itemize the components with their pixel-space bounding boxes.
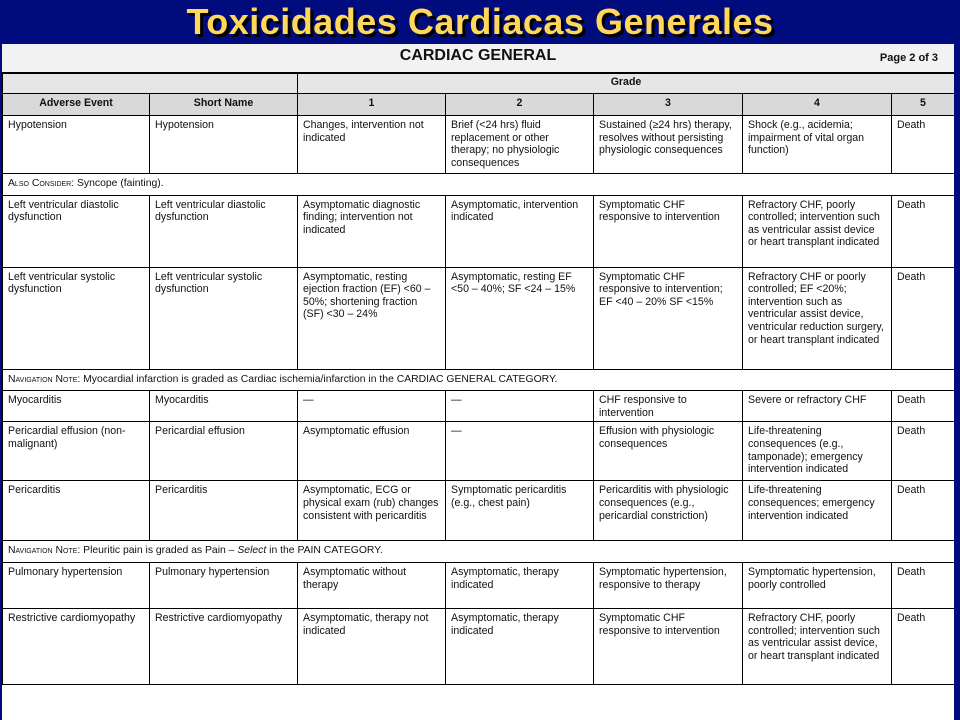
grade-5-cell: Death bbox=[892, 391, 955, 422]
grade-1-cell: Asymptomatic, resting ejection fraction (EF) <60 – 50%; shortening fraction (SF) <30 – 24% bbox=[298, 267, 446, 369]
grade-header: Grade bbox=[298, 74, 955, 94]
navigation-note bbox=[3, 369, 955, 391]
grade-5-cell: Death bbox=[892, 608, 955, 684]
table-row bbox=[3, 422, 955, 481]
grade-2-cell: Asymptomatic, intervention indicated bbox=[446, 195, 594, 267]
grade-5-cell: Death bbox=[892, 267, 955, 369]
column-header-row bbox=[3, 94, 955, 116]
table-row bbox=[3, 391, 955, 422]
adverse-event-cell: Left ventricular diastolic dysfunction bbox=[3, 195, 150, 267]
grade-1-cell: Changes, intervention not indicated bbox=[298, 116, 446, 174]
grade-3-cell: Symptomatic CHF responsive to intervention bbox=[594, 608, 743, 684]
grade-5-cell: Death bbox=[892, 562, 955, 608]
adverse-event-cell: Pericardial effusion (non-malignant) bbox=[3, 422, 150, 481]
grade-4-cell: Life-threatening consequences (e.g., tamponade); emergency intervention indicated bbox=[743, 422, 892, 481]
col-header-short-name: Short Name bbox=[150, 94, 298, 116]
grade-1-cell: Asymptomatic effusion bbox=[298, 422, 446, 481]
grade-3-cell: Symptomatic hypertension, responsive to therapy bbox=[594, 562, 743, 608]
col-header-grade-4: 4 bbox=[743, 94, 892, 116]
grade-2-cell: Brief (<24 hrs) fluid replacement or other therapy; no physiologic consequences bbox=[446, 116, 594, 174]
grade-2-cell: — bbox=[446, 422, 594, 481]
grade-4-cell: Shock (e.g., acidemia; impairment of vital organ function) bbox=[743, 116, 892, 174]
header-blank bbox=[3, 74, 298, 94]
document-title: CARDIAC GENERAL bbox=[399, 47, 557, 64]
page-indicator: Page 2 of 3 bbox=[879, 52, 938, 64]
col-header-grade-5: 5 bbox=[892, 94, 955, 116]
grade-5-cell: Death bbox=[892, 481, 955, 541]
table-row bbox=[3, 267, 955, 369]
col-header-grade-1: 1 bbox=[298, 94, 446, 116]
short-name-cell: Pericardial effusion bbox=[150, 422, 298, 481]
grade-2-cell: Asymptomatic, resting EF <50 – 40%; SF <24 – 15% bbox=[446, 267, 594, 369]
grade-5-cell: Death bbox=[892, 195, 955, 267]
grade-1-cell: Asymptomatic diagnostic finding; intervention not indicated bbox=[298, 195, 446, 267]
navigation-note-label: Navigation Note: bbox=[8, 545, 81, 557]
grade-4-cell: Refractory CHF, poorly controlled; intervention such as ventricular assist device, or heart transplant indicated bbox=[743, 608, 892, 684]
adverse-event-cell: Restrictive cardiomyopathy bbox=[3, 608, 150, 684]
adverse-event-cell: Pericarditis bbox=[3, 481, 150, 541]
short-name-cell: Left ventricular systolic dysfunction bbox=[150, 267, 298, 369]
navigation-note bbox=[3, 541, 955, 563]
navigation-note-text: Myocardial infarction is graded as Cardiac ischemia/infarction in the CARDIAC GENERAL CATEGORY. bbox=[80, 373, 558, 385]
col-header-grade-3: 3 bbox=[594, 94, 743, 116]
grade-1-cell: Asymptomatic without therapy bbox=[298, 562, 446, 608]
table-row bbox=[3, 481, 955, 541]
also-consider-text: Syncope (fainting). bbox=[74, 178, 164, 189]
table-row bbox=[3, 195, 955, 267]
adverse-event-cell: Pulmonary hypertension bbox=[3, 562, 150, 608]
navigation-note-label: Navigation Note: bbox=[8, 373, 81, 385]
grade-3-cell: Sustained (≥24 hrs) therapy, resolves without persisting physiologic consequences bbox=[594, 116, 743, 174]
table-row bbox=[3, 608, 955, 684]
grade-3-cell: Effusion with physiologic consequences bbox=[594, 422, 743, 481]
navigation-note-text: Pleuritic pain is graded as Pain – bbox=[80, 545, 238, 557]
short-name-cell: Myocarditis bbox=[150, 391, 298, 422]
also-consider-row bbox=[3, 174, 955, 196]
grade-2-cell: Asymptomatic, therapy indicated bbox=[446, 562, 594, 608]
adverse-event-cell: Hypotension bbox=[3, 116, 150, 174]
short-name-cell: Pericarditis bbox=[150, 481, 298, 541]
navigation-note-row bbox=[3, 369, 955, 391]
grade-3-cell: Symptomatic CHF responsive to intervention bbox=[594, 195, 743, 267]
table-row bbox=[3, 116, 955, 174]
also-consider-label: Also Consider: bbox=[8, 178, 75, 189]
navigation-note-row bbox=[3, 541, 955, 563]
grade-4-cell: Severe or refractory CHF bbox=[743, 391, 892, 422]
grade-5-cell: Death bbox=[892, 422, 955, 481]
navigation-note-select: Select bbox=[237, 545, 267, 557]
grade-3-cell: Symptomatic CHF responsive to intervention; EF <40 – 20% SF <15% bbox=[594, 267, 743, 369]
grade-2-cell: — bbox=[446, 391, 594, 422]
grade-2-cell: Symptomatic pericarditis (e.g., chest pain) bbox=[446, 481, 594, 541]
grade-1-cell: Asymptomatic, therapy not indicated bbox=[298, 608, 446, 684]
grade-5-cell: Death bbox=[892, 116, 955, 174]
col-header-adverse-event: Adverse Event bbox=[3, 94, 150, 116]
grade-header-row bbox=[3, 74, 955, 94]
slide-title: Toxicidades Cardiacas Generales bbox=[186, 1, 774, 42]
short-name-cell: Hypotension bbox=[150, 116, 298, 174]
grade-2-cell: Asymptomatic, therapy indicated bbox=[446, 608, 594, 684]
toxicity-grade-table bbox=[2, 73, 954, 685]
document-header bbox=[2, 44, 954, 73]
table-row bbox=[3, 562, 955, 608]
grade-1-cell: — bbox=[298, 391, 446, 422]
grade-3-cell: Pericarditis with physiologic consequences (e.g., pericardial constriction) bbox=[594, 481, 743, 541]
grade-3-cell: CHF responsive to intervention bbox=[594, 391, 743, 422]
grade-4-cell: Life-threatening consequences; emergency intervention indicated bbox=[743, 481, 892, 541]
grade-4-cell: Symptomatic hypertension, poorly controlled bbox=[743, 562, 892, 608]
short-name-cell: Left ventricular diastolic dysfunction bbox=[150, 195, 298, 267]
adverse-event-cell: Left ventricular systolic dysfunction bbox=[3, 267, 150, 369]
grade-4-cell: Refractory CHF, poorly controlled; intervention such as ventricular assist device or heart transplant indicated bbox=[743, 195, 892, 267]
short-name-cell: Restrictive cardiomyopathy bbox=[150, 608, 298, 684]
col-header-grade-2: 2 bbox=[446, 94, 594, 116]
adverse-event-cell: Myocarditis bbox=[3, 391, 150, 422]
also-consider-note bbox=[3, 174, 955, 196]
navigation-note-text-end: in the PAIN CATEGORY. bbox=[266, 545, 383, 557]
grade-4-cell: Refractory CHF or poorly controlled; EF <20%; intervention such as ventricular assist device, ventricular reduction surgery, or heart transplant indicated bbox=[743, 267, 892, 369]
short-name-cell: Pulmonary hypertension bbox=[150, 562, 298, 608]
grade-1-cell: Asymptomatic, ECG or physical exam (rub) changes consistent with pericarditis bbox=[298, 481, 446, 541]
ctcae-document bbox=[2, 44, 954, 720]
